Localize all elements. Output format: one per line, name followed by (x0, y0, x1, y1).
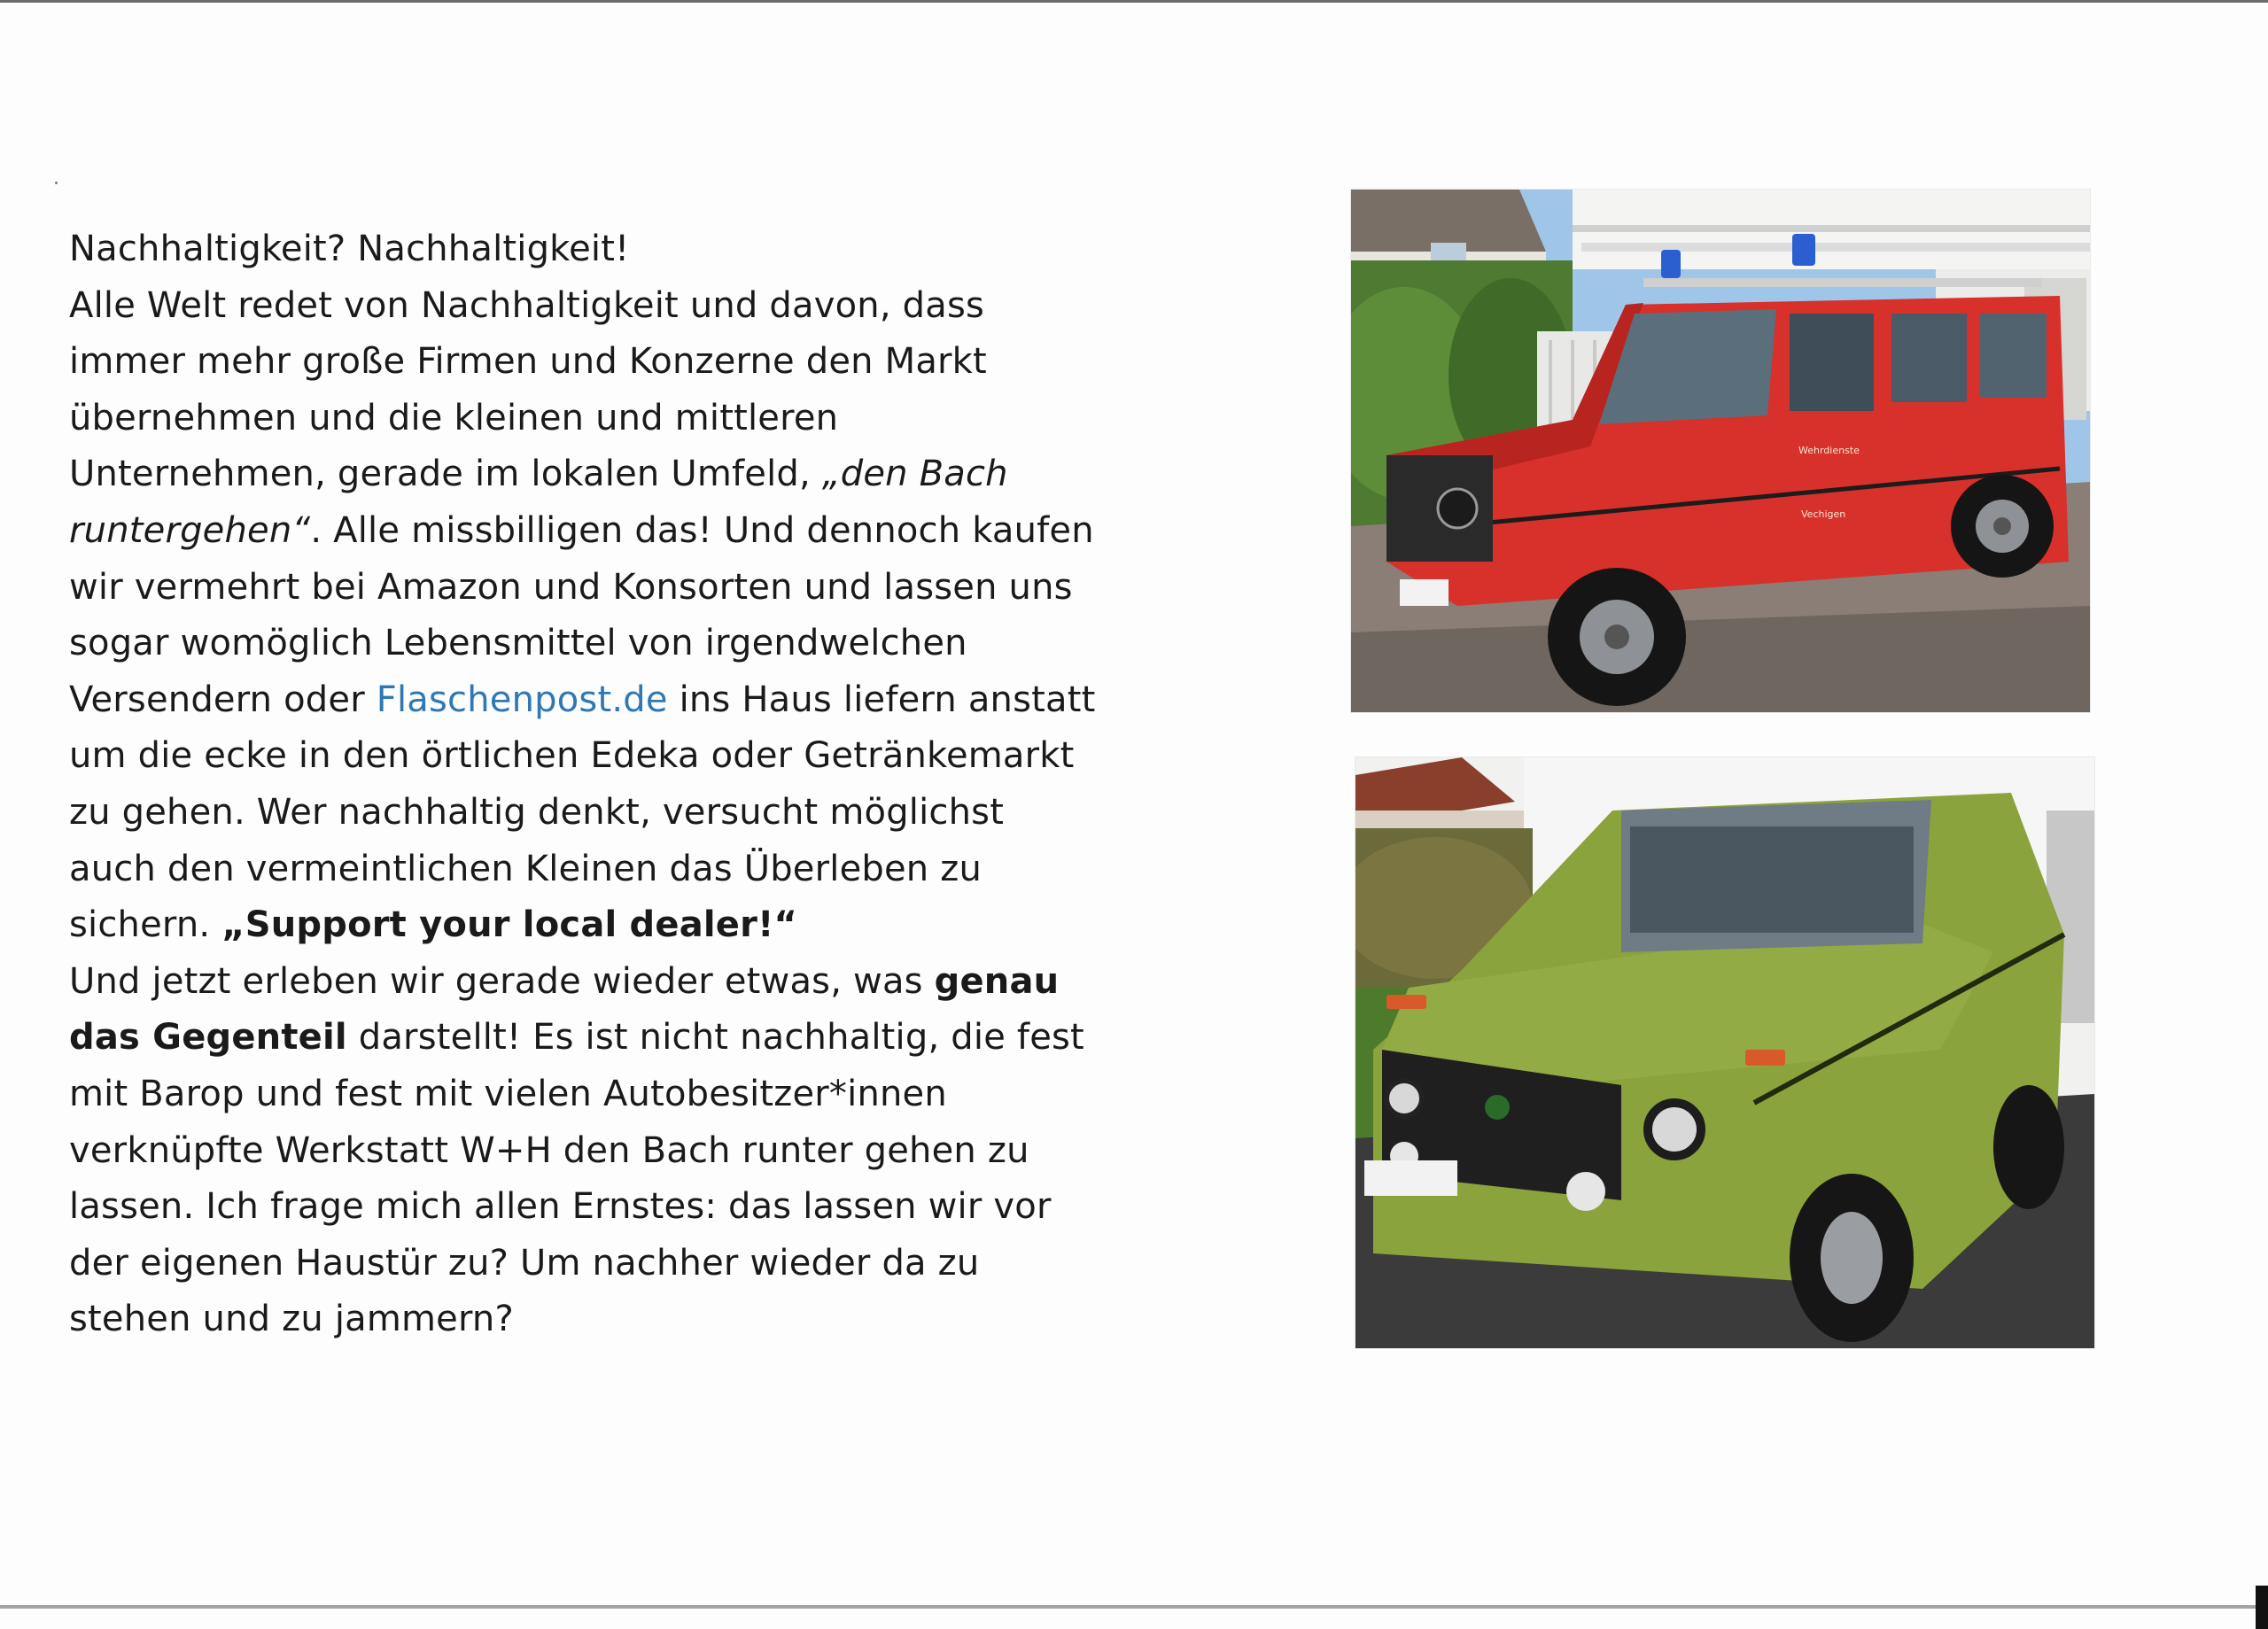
text-bold: „Support your local dealer!“ (221, 904, 797, 946)
article-line (69, 334, 1159, 391)
article-title: Nachhaltigkeit? Nachhaltigkeit! (69, 229, 630, 269)
article-line (69, 1179, 1159, 1236)
scan-speck (55, 182, 58, 184)
article-line (69, 278, 1159, 335)
text-run: übernehmen und die kleinen und mittleren (69, 397, 839, 438)
text-run: ins Haus liefern anstatt (667, 679, 1096, 720)
text-run: mit Barop und fest mit vielen Autobesitzer*innen (69, 1073, 947, 1114)
article-line (69, 1067, 1159, 1123)
article-body (69, 278, 1159, 1348)
article-line (69, 897, 1159, 954)
text-run: . Alle missbilligen das! Und dennoch kaufen (310, 509, 1094, 551)
text-bold: genau (934, 960, 1060, 1002)
text-run: auch den vermeintlichen Kleinen das Überleben zu (69, 848, 982, 889)
article-line (69, 391, 1159, 447)
article-line (69, 1123, 1159, 1180)
flaschenpost-link[interactable]: Flaschenpost.de (376, 679, 668, 720)
text-run: Unternehmen, gerade im lokalen Umfeld, (69, 454, 822, 495)
text-run: sichern. (69, 904, 222, 946)
red-fire-vehicle-image (1351, 190, 2090, 712)
text-run: lassen. Ich frage mich allen Ernstes: das lassen wir vor (69, 1186, 1052, 1228)
text-run: darstellt! Es ist nicht nachhaltig, die fest (346, 1017, 1084, 1059)
text-run: Versendern oder (69, 679, 377, 720)
text-run: zu gehen. Wer nachhaltig denkt, versucht möglichst (69, 791, 1005, 833)
article-line (69, 842, 1159, 898)
article-line (69, 728, 1159, 785)
green-offroad-vehicle-image (1355, 757, 2094, 1348)
article-line (69, 503, 1159, 560)
scan-bottom-edge (0, 1605, 2268, 1609)
text-run: stehen und zu jammern? (69, 1299, 514, 1340)
text-run: der eigenen Haustür zu? Um nachher wieder da zu (69, 1242, 980, 1284)
photo-green-vehicle (1355, 757, 2094, 1348)
text-run: wir vermehrt bei Amazon und Konsorten und lassen uns (69, 566, 1073, 608)
article-line (69, 616, 1159, 672)
text-italic: runtergehen“ (69, 509, 311, 551)
text-run: sogar womöglich Lebensmittel von irgendwelchen (69, 623, 967, 664)
article-line (69, 1292, 1159, 1348)
text-bold: das Gegenteil (69, 1017, 347, 1059)
article-line (69, 446, 1159, 503)
photo-red-vehicle (1351, 190, 2090, 712)
scan-corner-mark (2256, 1586, 2268, 1629)
article-line (69, 785, 1159, 842)
text-run: um die ecke in den örtlichen Edeka oder Getränkemarkt (69, 735, 1075, 777)
article-line (69, 1236, 1159, 1292)
article-line (69, 1010, 1159, 1067)
article-line (69, 560, 1159, 617)
text-run: immer mehr große Firmen und Konzerne den Markt (69, 341, 987, 383)
door-label-wehrdienste: Wehrdienste (1798, 445, 1860, 456)
article-text (69, 221, 1159, 1348)
text-run: Alle Welt redet von Nachhaltigkeit und davon, dass (69, 284, 985, 326)
scan-top-edge (0, 0, 2268, 3)
text-italic: „den Bach (821, 454, 1008, 495)
article-line (69, 954, 1159, 1011)
article-line (69, 672, 1159, 729)
text-run: Und jetzt erleben wir gerade wieder etwas, was (69, 960, 935, 1002)
door-label-vechigen: Vechigen (1801, 508, 1846, 520)
text-run: verknüpfte Werkstatt W+H den Bach runter gehen zu (69, 1129, 1029, 1171)
